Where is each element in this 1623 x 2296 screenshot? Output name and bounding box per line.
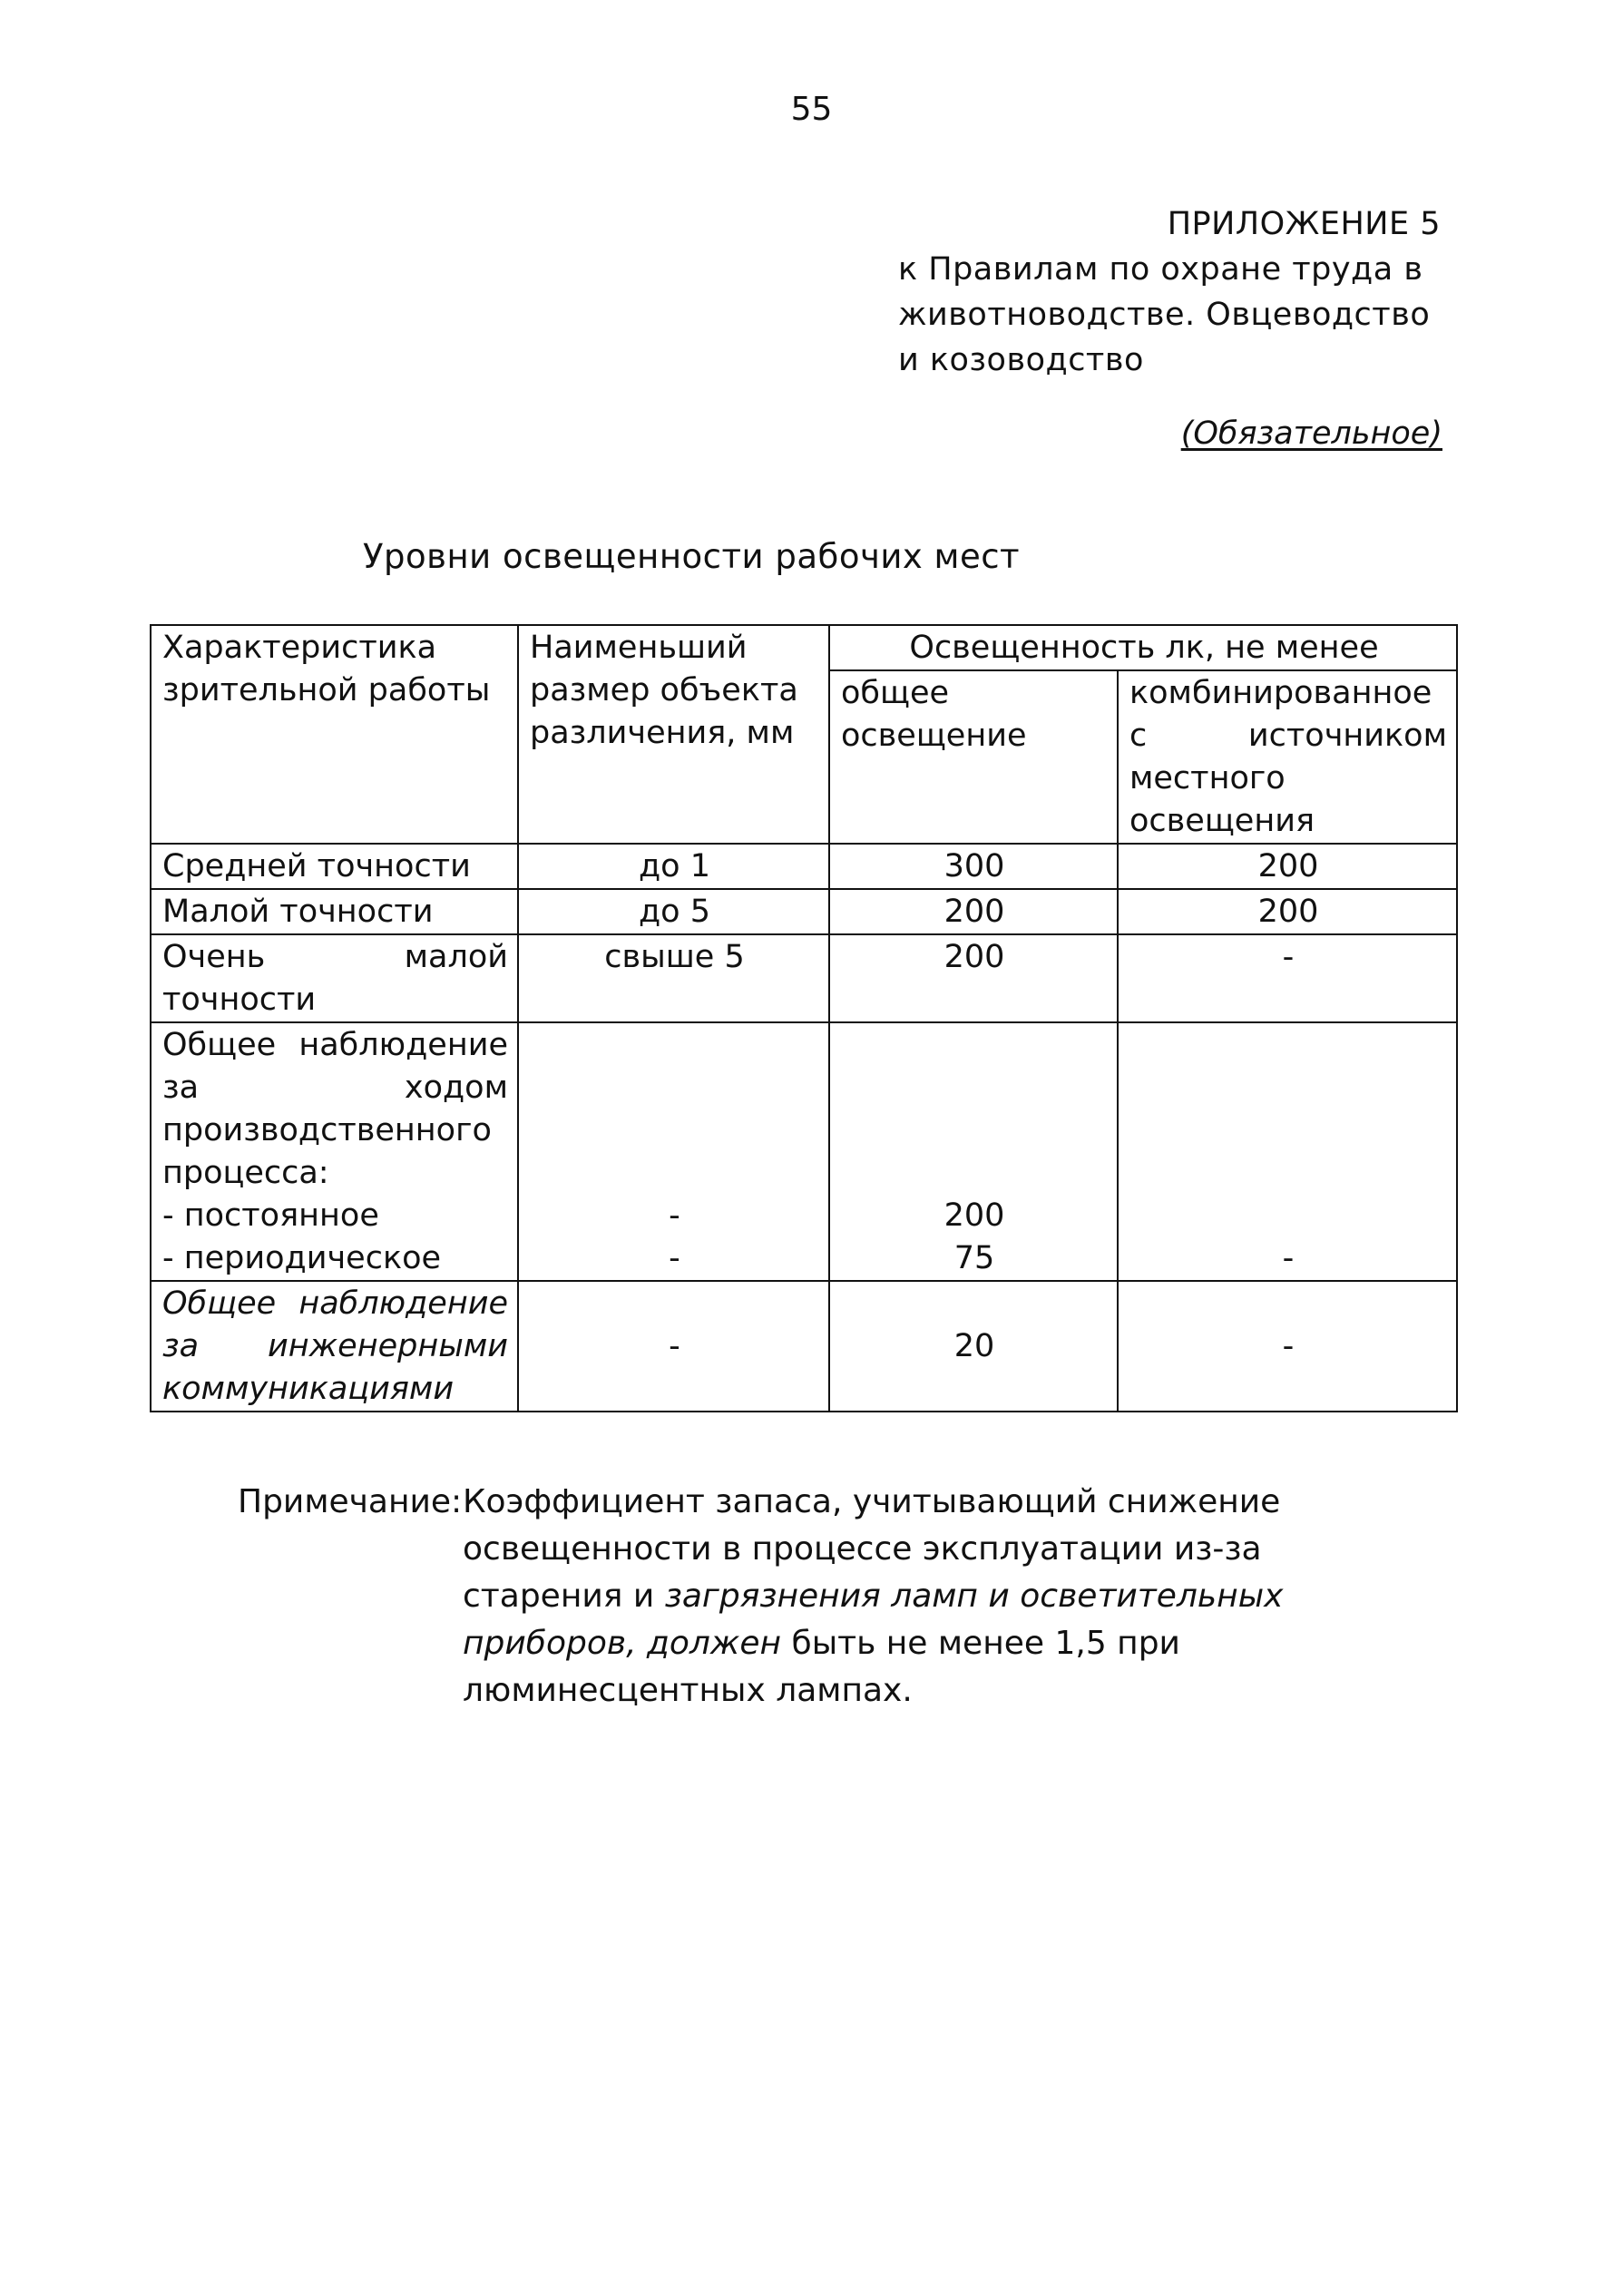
- table-row: [151, 889, 1457, 934]
- observation-combined: [1118, 1022, 1457, 1281]
- row-general: 300: [829, 844, 1118, 889]
- engineering-characteristic: Общее наблюдение за инженерными коммуникациями: [151, 1281, 518, 1412]
- observation-sub-constant: - постоянное: [162, 1197, 379, 1234]
- note-label: Примечание:: [238, 1483, 463, 1520]
- engineering-combined: -: [1118, 1281, 1457, 1412]
- row-characteristic: Средней точности: [151, 844, 518, 889]
- engineering-min-size: -: [518, 1281, 829, 1412]
- observation-combined-periodic: -: [1282, 1240, 1295, 1276]
- header-row: [151, 625, 1457, 670]
- observation-min-size: [518, 1022, 829, 1281]
- footnote: [238, 1479, 1417, 1715]
- observation-min-size-periodic: -: [669, 1240, 680, 1276]
- row-general: 200: [829, 889, 1118, 934]
- row-min-size: до 1: [518, 844, 829, 889]
- table-title: Уровни освещенности рабочих мест: [363, 537, 1021, 576]
- row-general: 200: [829, 934, 1118, 1022]
- row-combined: 200: [1118, 844, 1457, 889]
- row-characteristic: Очень малой точности: [151, 934, 518, 1022]
- note-text-part-3: быть не менее 1,5 при люминесцентных лампах.: [463, 1625, 1180, 1709]
- appendix-status: (Обязательное): [1180, 415, 1442, 452]
- observation-general-periodic: 75: [953, 1240, 995, 1276]
- observation-label: Общее наблюдение за ходом производственного процесса:: [162, 1027, 508, 1191]
- row-combined: 200: [1118, 889, 1457, 934]
- table-row: [151, 934, 1457, 1022]
- header-min-size: Наименьший размер объекта различения, мм: [518, 625, 829, 844]
- row-min-size: до 5: [518, 889, 829, 934]
- row-characteristic: Малой точности: [151, 889, 518, 934]
- observation-characteristic: [151, 1022, 518, 1281]
- observation-general: [829, 1022, 1118, 1281]
- appendix-line-3: и козоводство: [898, 342, 1144, 378]
- header-general: общее освещение: [829, 670, 1118, 844]
- appendix-line-1: к Правилам по охране труда в: [898, 251, 1423, 288]
- table-row-observation: [151, 1022, 1457, 1281]
- header-illumination: Освещенность лк, не менее: [829, 625, 1457, 670]
- table-row: [151, 844, 1457, 889]
- appendix-title: ПРИЛОЖЕНИЕ 5: [1167, 206, 1441, 242]
- note-text: [463, 1479, 1417, 1715]
- illumination-table: [150, 624, 1458, 1412]
- observation-min-size-constant: -: [669, 1197, 680, 1234]
- engineering-general: 20: [829, 1281, 1118, 1412]
- note-text-part-1: Коэффициент запаса, учитывающий снижение освещенности в процессе эксплуатации из-за старения и: [463, 1483, 1281, 1615]
- row-min-size: свыше 5: [518, 934, 829, 1022]
- row-combined: -: [1118, 934, 1457, 1022]
- header-combined: комбинированное с источником местного освещения: [1118, 670, 1457, 844]
- note-text-part-2: загрязнения ламп и осветительных приборов, должен: [463, 1578, 1284, 1662]
- observation-sub-periodic: - периодическое: [162, 1240, 442, 1276]
- page-number: 55: [790, 91, 833, 128]
- header-characteristic: Характеристика зрительной работы: [151, 625, 518, 844]
- appendix-header: [898, 201, 1442, 383]
- table-row-engineering: [151, 1281, 1457, 1412]
- observation-general-constant: 200: [943, 1197, 1005, 1234]
- appendix-line-2: животноводстве. Овцеводство: [898, 297, 1431, 333]
